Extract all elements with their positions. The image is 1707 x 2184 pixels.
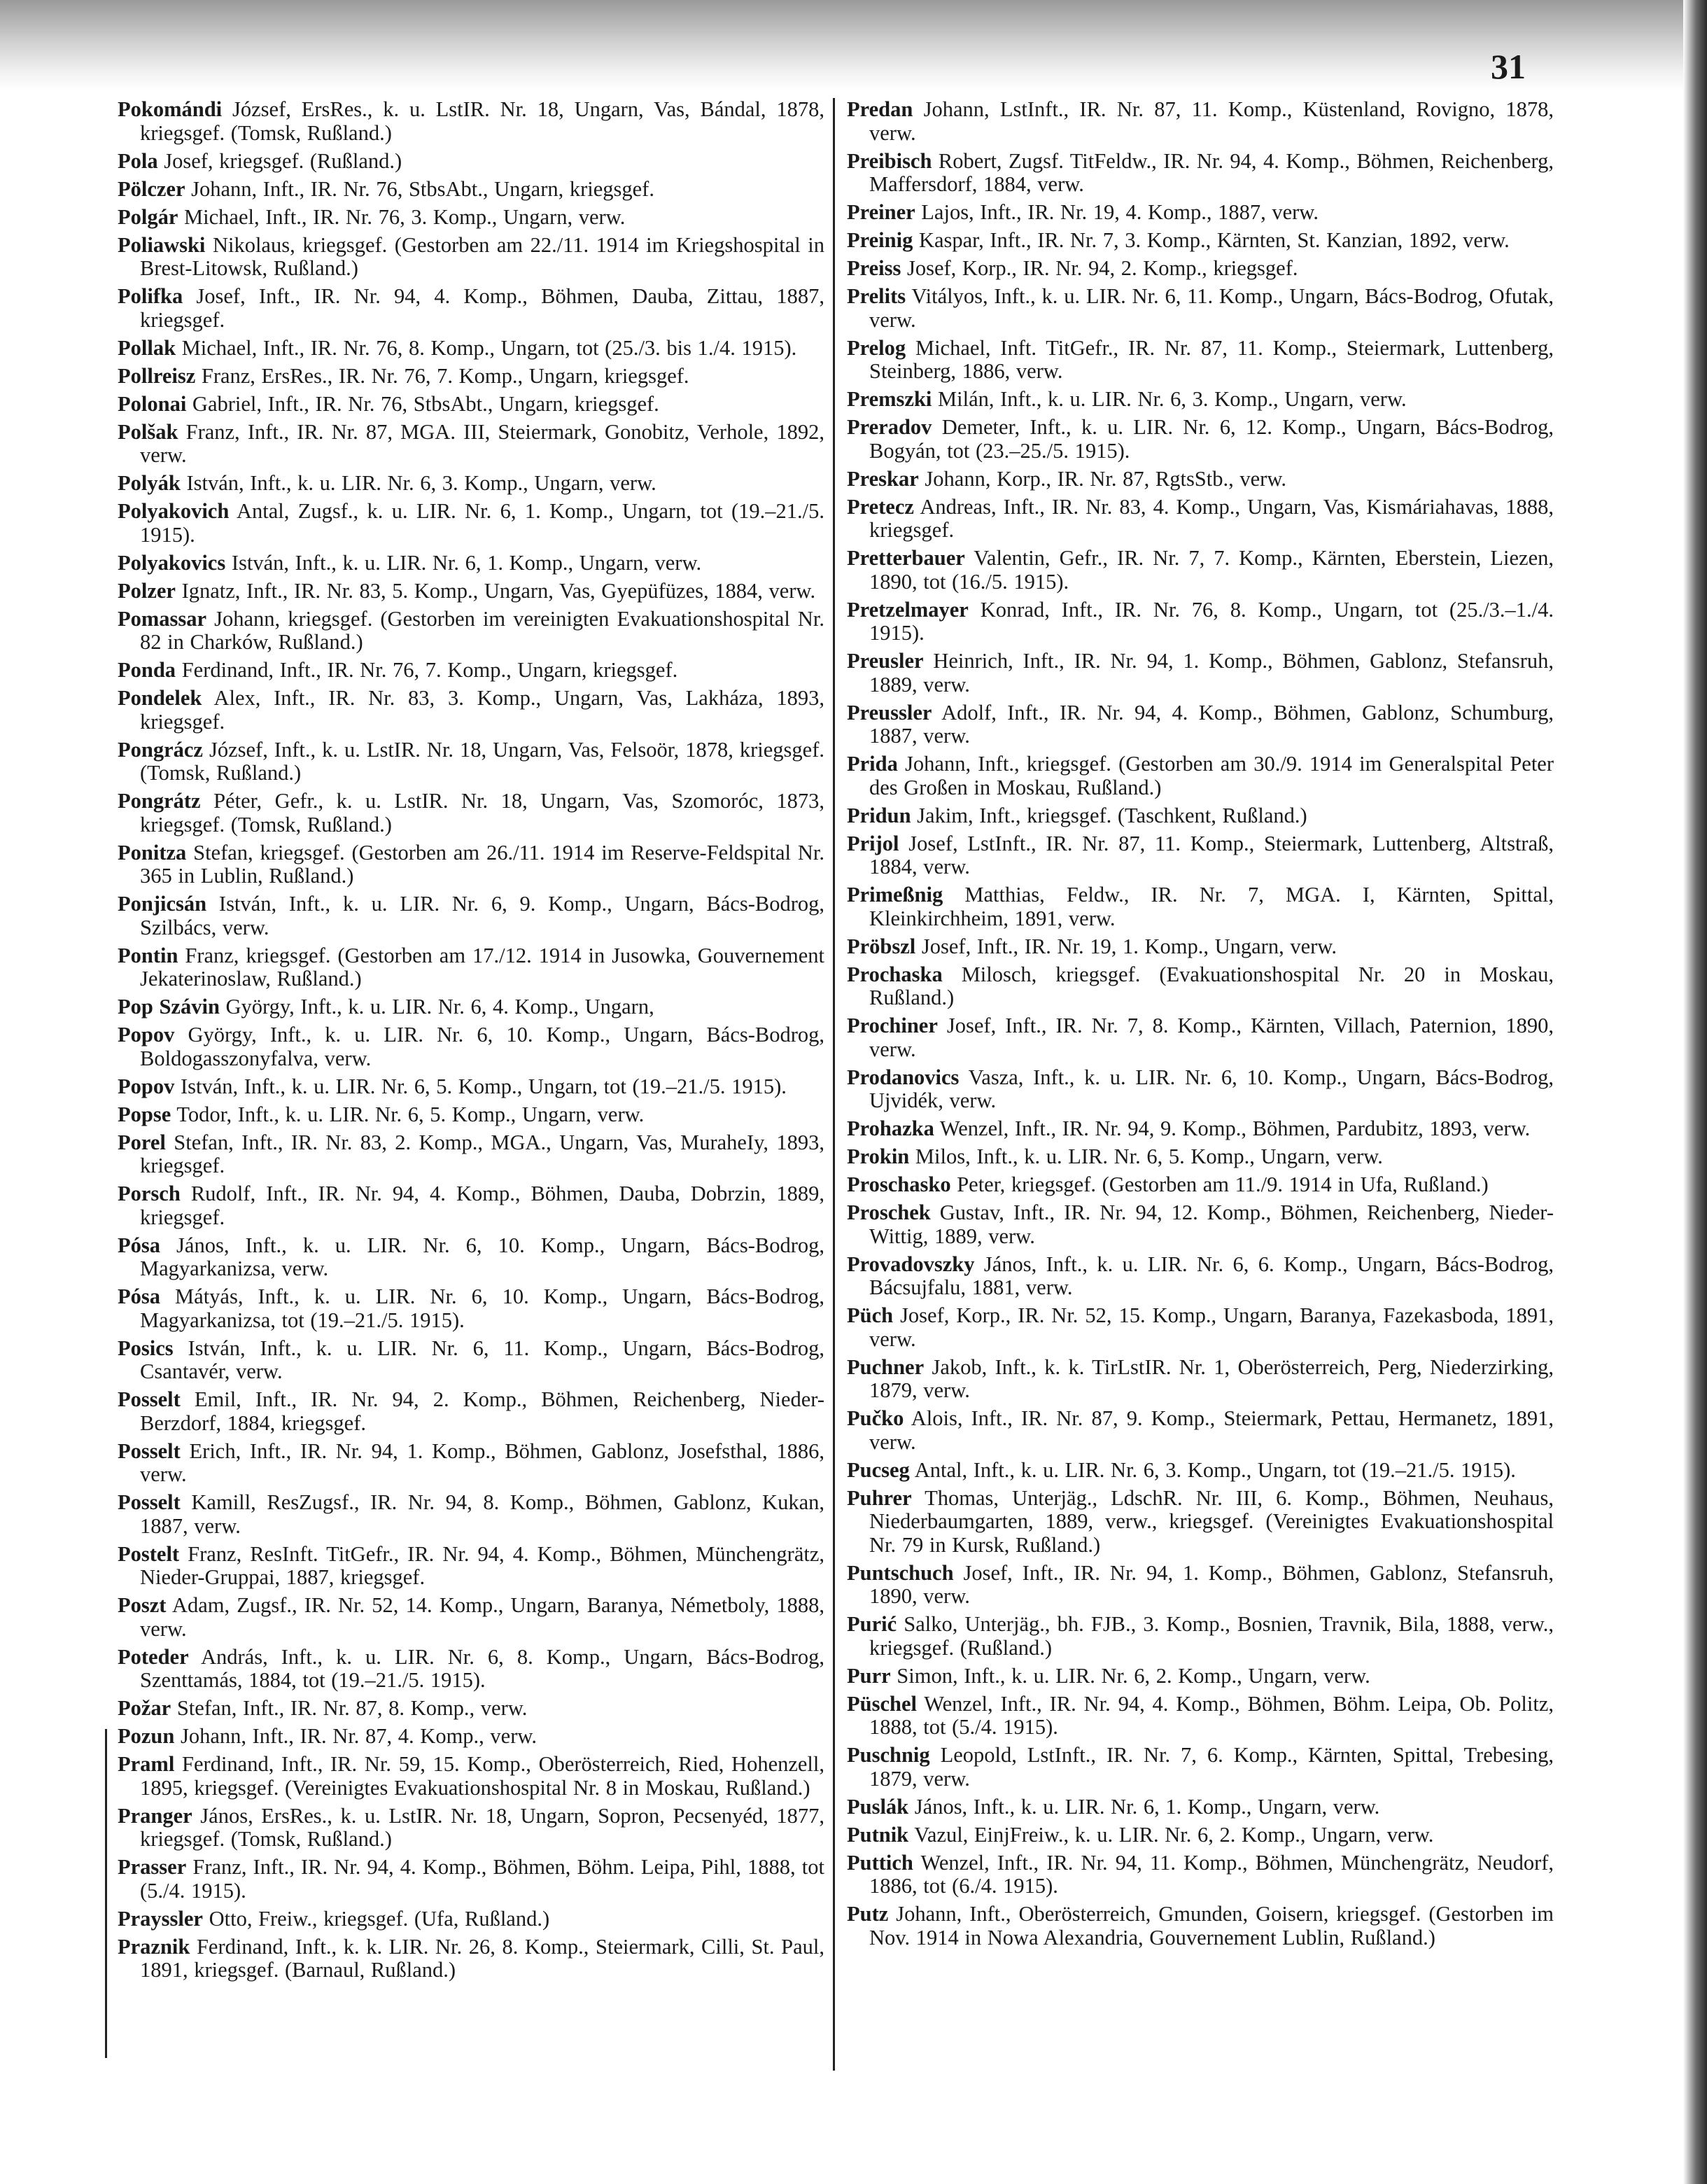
scan-shadow-top [0, 0, 1707, 91]
entry-surname: Putnik [847, 1822, 909, 1847]
entry-details: Michael, Inft. TitGefr., IR. Nr. 87, 11. Komp., Steiermark, Luttenberg, Steinberg, 1886, verw. [869, 335, 1554, 383]
entry-details: Johann, Inft., IR. Nr. 76, StbsAbt., Ungarn, kriegsgef. [191, 176, 654, 201]
entry-details: Konrad, Inft., IR. Nr. 76, 8. Komp., Ungarn, tot (25./3.–1./4. 1915). [869, 597, 1554, 645]
entry-details: Nikolaus, kriegsgef. (Gestorben am 22./11. 1914 im Kriegshospital in Brest-Litowsk, Rußland.) [140, 232, 825, 280]
list-entry [847, 416, 1554, 463]
entry-surname: Prijol [847, 831, 899, 855]
entry-details: Milos, Inft., k. u. LIR. Nr. 6, 5. Komp., Ungarn, verw. [915, 1144, 1383, 1168]
entry-details: Gabriel, Inft., IR. Nr. 76, StbsAbt., Ungarn, kriegsgef. [192, 391, 659, 416]
entry-surname: Praznik [118, 1934, 190, 1959]
entry-surname: Pósa [118, 1284, 160, 1308]
list-entry [847, 496, 1554, 542]
entry-details: Lajos, Inft., IR. Nr. 19, 4. Komp., 1887, verw. [921, 200, 1319, 224]
entry-surname: Prasser [118, 1855, 187, 1879]
list-entry [118, 1856, 824, 1903]
entry-surname: Pröbszl [847, 934, 916, 958]
entry-surname: Praml [118, 1752, 175, 1776]
list-entry [847, 1304, 1554, 1351]
entry-details: Adam, Zugsf., IR. Nr. 52, 14. Komp., Ungarn, Baranya, Németboly, 1888, verw. [140, 1593, 824, 1641]
list-entry [847, 1014, 1554, 1061]
entry-surname: Polyák [118, 471, 181, 495]
entry-details: Josef, Inft., IR. Nr. 19, 1. Komp., Ungarn, verw. [921, 934, 1337, 958]
list-entry [118, 580, 824, 603]
entry-surname: Preiner [847, 200, 915, 224]
entry-details: Otto, Freiw., kriegsgef. (Ufa, Rußland.) [209, 1906, 550, 1931]
entry-surname: Pongrácz [118, 737, 203, 762]
entry-surname: Poszt [118, 1593, 167, 1617]
list-entry [118, 1491, 824, 1538]
entry-surname: Primeßnig [847, 883, 943, 906]
entry-details: Ferdinand, Inft., k. k. LIR. Nr. 26, 8. Komp., Steiermark, Cilli, St. Paul, 1891, kriegsgef. (Barnaul, Rußland.) [140, 1934, 824, 1982]
entry-surname: Pokomándi [118, 97, 223, 121]
entry-details: Alex, Inft., IR. Nr. 83, 3. Komp., Ungarn, Vas, Lakháza, 1893, kriegsgef. [140, 686, 824, 734]
entry-surname: Pop Szávin [118, 995, 220, 1018]
entry-surname: Puchner [847, 1354, 925, 1379]
list-entry [118, 1725, 824, 1749]
entry-surname: Preradov [847, 415, 932, 439]
entry-surname: Ponjicsán [118, 892, 207, 916]
entry-surname: Pretzelmayer [847, 597, 969, 622]
entry-details: Antal, Inft., k. u. LIR. Nr. 6, 3. Komp., Ungarn, tot (19.–21./5. 1915). [914, 1457, 1516, 1482]
entry-surname: Pretecz [847, 494, 914, 519]
list-entry [118, 552, 824, 575]
entry-surname: Prodanovics [847, 1065, 960, 1089]
entry-details: Mátyás, Inft., k. u. LIR. Nr. 6, 10. Komp., Ungarn, Bács-Bodrog, Magyarkanizsa, tot (19.–21./5. 1915). [140, 1284, 824, 1332]
right-column [847, 98, 1554, 1954]
entry-surname: Pollak [118, 335, 176, 360]
entry-details: Stefan, kriegsgef. (Gestorben am 26./11. 1914 im Reserve-Feldspital Nr. 365 in Lublin, Rußland.) [140, 840, 824, 888]
entry-details: Simon, Inft., k. u. LIR. Nr. 6, 2. Komp., Ungarn, verw. [897, 1663, 1370, 1688]
entry-surname: Prelits [847, 284, 906, 308]
entry-surname: Pölczer [118, 176, 185, 201]
list-entry [118, 472, 824, 496]
entry-surname: Polšak [118, 419, 178, 444]
entry-details: Franz, Inft., IR. Nr. 87, MGA. III, Steiermark, Gonobitz, Verhole, 1892, verw. [140, 419, 825, 467]
scan-shadow-right [1683, 0, 1707, 2184]
list-entry [847, 1744, 1554, 1791]
entry-details: Ignatz, Inft., IR. Nr. 83, 5. Komp., Ungarn, Vas, Gyepüfüzes, 1884, verw. [181, 578, 816, 603]
entry-details: István, Inft., k. u. LIR. Nr. 6, 3. Komp., Ungarn, verw. [186, 471, 656, 495]
entry-surname: Preiss [847, 256, 901, 280]
entry-details: Robert, Zugsf. TitFeldw., IR. Nr. 94, 4. Komp., Böhmen, Reichenberg, Maffersdorf, 1884, verw. [869, 148, 1554, 196]
entry-details: Wenzel, Inft., IR. Nr. 94, 4. Komp., Böhmen, Böhm. Leipa, Ob. Politz, 1888, tot (5./4. 1915). [869, 1691, 1554, 1739]
entry-details: Michael, Inft., IR. Nr. 76, 8. Komp., Ungarn, tot (25./3. bis 1./4. 1915). [181, 335, 797, 360]
list-entry [847, 1117, 1554, 1141]
entry-surname: Pontin [118, 943, 178, 967]
entry-details: Valentin, Gefr., IR. Nr. 7, 7. Komp., Kärnten, Eberstein, Liezen, 1890, tot (16./5. 1915). [869, 546, 1554, 594]
entry-surname: Prochaska [847, 962, 943, 986]
entry-details: Johann, kriegsgef. (Gestorben im vereinigten Evakuationshospital Nr. 82 in Charków, Rußland.) [140, 606, 824, 654]
list-entry [847, 1253, 1554, 1300]
list-entry [847, 752, 1554, 799]
list-entry [118, 790, 824, 836]
entry-surname: Popse [118, 1102, 171, 1126]
entry-details: Josef, LstInft., IR. Nr. 87, 11. Komp., Steiermark, Luttenberg, Altstraß, 1884, verw. [869, 831, 1554, 878]
entry-surname: Polyakovics [118, 550, 226, 575]
entry-surname: Prida [847, 752, 898, 776]
entry-surname: Popov [118, 1074, 175, 1098]
entry-surname: Pucseg [847, 1457, 910, 1482]
entry-surname: Preussler [847, 700, 932, 724]
list-entry [847, 468, 1554, 491]
entry-details: Rudolf, Inft., IR. Nr. 94, 4. Komp., Böhmen, Dauba, Dobrzin, 1889, kriegsgef. [140, 1182, 824, 1229]
entry-surname: Prokin [847, 1144, 910, 1168]
entry-details: Johann, Inft., IR. Nr. 87, 4. Komp., verw. [180, 1724, 538, 1748]
entry-surname: Prochiner [847, 1014, 938, 1037]
list-entry [847, 1201, 1554, 1248]
entry-details: Heinrich, Inft., IR. Nr. 94, 1. Komp., Böhmen, Gablonz, Stefansruh, 1889, verw. [869, 649, 1554, 696]
entry-details: András, Inft., k. u. LIR. Nr. 6, 8. Komp., Ungarn, Bács-Bodrog, Szenttamás, 1884, tot (19.–21./5. 1915). [140, 1644, 825, 1692]
entry-surname: Proschek [847, 1200, 931, 1224]
entry-surname: Popov [118, 1023, 175, 1046]
entry-details: Todor, Inft., k. u. LIR. Nr. 6, 5. Komp., Ungarn, verw. [176, 1102, 645, 1126]
list-entry [118, 150, 824, 174]
list-entry [118, 1697, 824, 1721]
list-entry [847, 150, 1554, 197]
entry-surname: Pollreisz [118, 363, 196, 388]
entry-details: Johann, Inft., kriegsgef. (Gestorben am 30./9. 1914 im Generalspital Peter des Großen in Moskau, Rußland.) [869, 752, 1554, 799]
list-entry [118, 337, 824, 360]
list-entry [847, 1459, 1554, 1483]
list-entry [118, 500, 824, 547]
list-entry [847, 598, 1554, 645]
entry-details: Jakim, Inft., kriegsgef. (Taschkent, Rußland.) [917, 803, 1307, 827]
list-entry [847, 1487, 1554, 1558]
list-entry [118, 393, 824, 416]
entry-details: Johann, LstInft., IR. Nr. 87, 11. Komp., Küstenland, Rovigno, 1878, verw. [869, 97, 1554, 145]
entry-details: Demeter, Inft., k. u. LIR. Nr. 6, 12. Komp., Ungarn, Bács-Bodrog, Bogyán, tot (23.–25./5. 1915). [869, 415, 1554, 463]
entry-details: István, Inft., k. u. LIR. Nr. 6, 11. Komp., Ungarn, Bács-Bodrog, Csantavér, verw. [140, 1336, 824, 1383]
entry-details: János, ErsRes., k. u. LstIR. Nr. 18, Ungarn, Sopron, Pecsenyéd, 1877, kriegsgef. (Tomsk, Rußland.) [140, 1803, 824, 1851]
list-entry [847, 1903, 1554, 1949]
entry-details: Franz, ErsRes., IR. Nr. 76, 7. Komp., Ungarn, kriegsgef. [201, 363, 689, 388]
entry-surname: Provadovszky [847, 1252, 975, 1276]
entry-details: Peter, kriegsgef. (Gestorben am 11./9. 1914 in Ufa, Rußland.) [957, 1172, 1489, 1196]
entry-details: Jakob, Inft., k. k. TirLstIR. Nr. 1, Oberösterreich, Perg, Niederzirking, 1879, verw. [869, 1354, 1554, 1402]
entry-surname: Postelt [118, 1541, 180, 1566]
list-entry [118, 98, 824, 145]
entry-details: Franz, Inft., IR. Nr. 94, 4. Komp., Böhmen, Böhm. Leipa, Pihl, 1888, tot (5./4. 1915). [140, 1855, 824, 1903]
entry-surname: Pranger [118, 1803, 192, 1828]
list-entry [118, 421, 824, 468]
entry-surname: Puhrer [847, 1485, 912, 1510]
entry-details: Josef, Korp., IR. Nr. 94, 2. Komp., kriegsgef. [907, 256, 1298, 280]
entry-surname: Pridun [847, 803, 911, 827]
entry-details: Adolf, Inft., IR. Nr. 94, 4. Komp., Böhmen, Gablonz, Schumburg, 1887, verw. [869, 700, 1554, 748]
entry-surname: Pósa [118, 1233, 160, 1257]
list-entry [118, 1234, 824, 1281]
entry-surname: Pučko [847, 1406, 904, 1430]
list-entry [847, 701, 1554, 748]
entry-details: Milosch, kriegsgef. (Evakuationshospital Nr. 20 in Moskau, Rußland.) [869, 962, 1554, 1009]
list-entry [847, 935, 1554, 959]
entry-details: Matthias, Feldw., IR. Nr. 7, MGA. I, Kärnten, Spittal, Kleinkirchheim, 1891, verw. [869, 883, 1554, 930]
entry-details: Erich, Inft., IR. Nr. 94, 1. Komp., Böhmen, Gablonz, Josefsthal, 1886, verw. [140, 1438, 824, 1486]
entry-surname: Pomassar [118, 606, 207, 631]
list-entry [847, 804, 1554, 828]
list-entry [118, 1935, 824, 1982]
entry-details: Vazul, EinjFreiw., k. u. LIR. Nr. 6, 2. Komp., Ungarn, verw. [914, 1822, 1434, 1847]
entry-details: Antal, Zugsf., k. u. LIR. Nr. 6, 1. Komp., Ungarn, tot (19.–21./5. 1915). [140, 499, 824, 547]
list-entry [118, 178, 824, 202]
entry-surname: Porsch [118, 1182, 181, 1205]
entry-surname: Prohazka [847, 1116, 934, 1140]
entry-details: Alois, Inft., IR. Nr. 87, 9. Komp., Steiermark, Pettau, Hermanetz, 1891, verw. [869, 1406, 1554, 1454]
entry-surname: Predan [847, 97, 913, 121]
entry-surname: Polonai [118, 391, 187, 416]
list-entry [118, 1543, 824, 1590]
entry-details: Salko, Unterjäg., bh. FJB., 3. Komp., Bosnien, Travnik, Bila, 1888, verw., kriegsgef. (Rußland.) [869, 1612, 1554, 1660]
entry-details: Stefan, Inft., IR. Nr. 87, 8. Komp., verw. [176, 1696, 528, 1720]
entry-details: Stefan, Inft., IR. Nr. 83, 2. Komp., MGA., Ungarn, Vas, MuraheIy, 1893, kriegsgef. [140, 1130, 824, 1177]
entry-details: Josef, Inft., IR. Nr. 94, 4. Komp., Böhmen, Dauba, Zittau, 1887, kriegsgef. [140, 284, 825, 332]
list-entry [118, 1285, 824, 1332]
list-entry [118, 1646, 824, 1693]
list-entry [118, 841, 824, 888]
entry-surname: Premszki [847, 387, 932, 411]
entry-details: Josef, Korp., IR. Nr. 52, 15. Komp., Ungarn, Baranya, Fazekasboda, 1891, verw. [869, 1303, 1554, 1351]
entry-details: József, ErsRes., k. u. LstIR. Nr. 18, Ungarn, Vas, Bándal, 1878, kriegsgef. (Tomsk, Rußland.) [140, 97, 825, 145]
list-entry [118, 659, 824, 682]
entry-details: Michael, Inft., IR. Nr. 76, 3. Komp., Ungarn, verw. [184, 204, 626, 229]
entry-details: Josef, Inft., IR. Nr. 7, 8. Komp., Kärnten, Villach, Paternion, 1890, verw. [869, 1014, 1554, 1061]
entry-details: Emil, Inft., IR. Nr. 94, 2. Komp., Böhmen, Reichenberg, Nieder-Berzdorf, 1884, kriegsgef. [140, 1387, 825, 1435]
entry-surname: Porel [118, 1130, 166, 1154]
entry-surname: Preibisch [847, 148, 932, 173]
entry-details: Josef, kriegsgef. (Rußland.) [164, 148, 402, 173]
entry-details: Gustav, Inft., IR. Nr. 94, 12. Komp., Böhmen, Reichenberg, Nieder-Wittig, 1889, verw. [869, 1200, 1554, 1248]
column-divider [833, 98, 835, 2071]
list-entry [118, 892, 824, 939]
list-entry [847, 337, 1554, 384]
list-entry [847, 388, 1554, 412]
entry-surname: Pola [118, 148, 158, 173]
entry-surname: Polyakovich [118, 499, 230, 523]
list-entry [847, 1823, 1554, 1847]
list-entry [847, 285, 1554, 332]
entry-surname: Puschnig [847, 1743, 930, 1767]
list-entry [847, 883, 1554, 930]
entry-details: István, Inft., k. u. LIR. Nr. 6, 9. Komp., Ungarn, Bács-Bodrog, Szilbács, verw. [140, 892, 824, 939]
entry-details: István, Inft., k. u. LIR. Nr. 6, 5. Komp., Ungarn, tot (19.–21./5. 1915). [180, 1074, 787, 1098]
list-entry [118, 1075, 824, 1099]
list-entry [847, 1562, 1554, 1609]
list-entry [118, 234, 824, 281]
list-entry [847, 1851, 1554, 1898]
entry-surname: Prayssler [118, 1906, 203, 1931]
list-entry [118, 365, 824, 388]
list-entry [847, 1693, 1554, 1740]
entry-surname: Posselt [118, 1387, 181, 1411]
entry-surname: Puttich [847, 1850, 913, 1875]
list-entry [847, 1665, 1554, 1688]
entry-details: Franz, kriegsgef. (Gestorben am 17./12. 1914 in Jusowka, Gouvernement Jekaterinoslaw, Rußland.) [140, 943, 825, 990]
page-number: 31 [1491, 47, 1526, 86]
margin-rule [105, 1729, 107, 2058]
list-entry [118, 1023, 824, 1070]
entry-surname: Purr [847, 1663, 891, 1688]
entry-details: Vasza, Inft., k. u. LIR. Nr. 6, 10. Komp., Ungarn, Bács-Bodrog, Ujvidék, verw. [869, 1065, 1554, 1112]
entry-details: Josef, Inft., IR. Nr. 94, 1. Komp., Böhmen, Gablonz, Stefansruh, 1890, verw. [869, 1560, 1554, 1608]
list-entry [118, 1131, 824, 1178]
entry-details: Johann, Inft., Oberösterreich, Gmunden, Goisern, kriegsgef. (Gestorben im Nov. 1914 in Nowa Alexandria, Gouvernement Lublin, Rußland.) [869, 1902, 1554, 1949]
list-entry [847, 1173, 1554, 1197]
list-entry [847, 98, 1554, 145]
list-entry [118, 687, 824, 734]
list-entry [118, 1182, 824, 1229]
list-entry [847, 1145, 1554, 1169]
entry-surname: Proschasko [847, 1172, 951, 1196]
entry-surname: Preusler [847, 649, 924, 673]
entry-surname: Požar [118, 1696, 171, 1720]
entry-surname: Poteder [118, 1644, 189, 1669]
entry-surname: Prelog [847, 335, 906, 360]
list-entry [847, 547, 1554, 594]
entry-surname: Polifka [118, 284, 183, 308]
entry-details: Kaspar, Inft., IR. Nr. 7, 3. Komp., Kärnten, St. Kanzian, 1892, verw. [918, 228, 1510, 252]
entry-details: Andreas, Inft., IR. Nr. 83, 4. Komp., Ungarn, Vas, Kismáriahavas, 1888, kriegsgef. [869, 494, 1554, 542]
list-entry [847, 832, 1554, 879]
list-entry [118, 944, 824, 991]
entry-surname: Preskar [847, 466, 919, 491]
entry-details: Ferdinand, Inft., IR. Nr. 76, 7. Komp., Ungarn, kriegsgef. [181, 658, 678, 682]
entry-surname: Puntschuch [847, 1560, 954, 1585]
entry-details: Franz, ResInft. TitGefr., IR. Nr. 94, 4. Komp., Böhmen, Münchengrätz, Nieder-Gruppai, 1887, kriegsgef. [140, 1541, 825, 1589]
entry-surname: Purić [847, 1612, 897, 1636]
list-entry [118, 995, 824, 1019]
entry-surname: Ponda [118, 658, 176, 682]
list-entry [118, 1594, 824, 1641]
entry-details: Leopold, LstInft., IR. Nr. 7, 6. Komp., Kärnten, Spittal, Trebesing, 1879, verw. [869, 1743, 1554, 1791]
list-entry [118, 1753, 824, 1800]
entry-surname: Puslák [847, 1794, 909, 1819]
entry-details: Johann, Korp., IR. Nr. 87, RgtsStb., verw. [925, 466, 1286, 491]
list-entry [118, 206, 824, 230]
entry-details: József, Inft., k. u. LstIR. Nr. 18, Ungarn, Vas, Felsoör, 1878, kriegsgef. (Tomsk, Rußland.) [140, 737, 824, 785]
entry-surname: Putz [847, 1902, 889, 1926]
list-entry [118, 1103, 824, 1127]
list-entry [847, 1066, 1554, 1113]
entry-details: Milán, Inft., k. u. LIR. Nr. 6, 3. Komp., Ungarn, verw. [938, 387, 1407, 411]
list-entry [118, 608, 824, 654]
entry-details: István, Inft., k. u. LIR. Nr. 6, 1. Komp., Ungarn, verw. [231, 550, 702, 575]
entry-surname: Pozun [118, 1724, 175, 1748]
list-entry [847, 1356, 1554, 1403]
entry-surname: Preinig [847, 228, 913, 252]
entry-details: Péter, Gefr., k. u. LstIR. Nr. 18, Ungarn, Vas, Szomoróc, 1873, kriegsgef. (Tomsk, Rußland.) [140, 789, 824, 836]
entry-surname: Posselt [118, 1438, 181, 1463]
list-entry [118, 285, 824, 332]
list-entry [847, 963, 1554, 1010]
list-entry [847, 1795, 1554, 1819]
entry-details: György, Inft., k. u. LIR. Nr. 6, 4. Komp., Ungarn, [225, 995, 654, 1018]
entry-details: Kamill, ResZugsf., IR. Nr. 94, 8. Komp., Böhmen, Gablonz, Kukan, 1887, verw. [140, 1490, 824, 1538]
list-entry [118, 1440, 824, 1487]
list-entry [847, 650, 1554, 696]
list-entry [118, 1388, 824, 1435]
list-entry [847, 1613, 1554, 1660]
list-entry [847, 1407, 1554, 1454]
entry-surname: Püch [847, 1303, 894, 1327]
entry-details: Wenzel, Inft., IR. Nr. 94, 11. Komp., Böhmen, Münchengrätz, Neudorf, 1886, tot (6./4. 1915). [869, 1850, 1554, 1898]
list-entry [118, 738, 824, 785]
entry-details: Thomas, Unterjäg., LdschR. Nr. III, 6. Komp., Böhmen, Neuhaus, Niederbaumgarten, 1889, verw., kriegsgef. (Vereinigtes Evakuationshospital Nr. 79 in Kursk, Rußland.) [869, 1485, 1554, 1557]
entry-details: György, Inft., k. u. LIR. Nr. 6, 10. Komp., Ungarn, Bács-Bodrog, Boldogasszonyfalva, verw. [140, 1023, 825, 1070]
entry-surname: Pondelek [118, 686, 202, 710]
entry-details: János, Inft., k. u. LIR. Nr. 6, 1. Komp., Ungarn, verw. [914, 1794, 1380, 1819]
entry-details: Ferdinand, Inft., IR. Nr. 59, 15. Komp., Oberösterreich, Ried, Hohenzell, 1895, kriegsgef. (Vereinigtes Evakuationshospital Nr. 8 in Moskau, Rußland.) [140, 1752, 825, 1800]
entry-surname: Pongrátz [118, 789, 201, 813]
list-entry [847, 201, 1554, 225]
list-entry [847, 257, 1554, 281]
entry-details: János, Inft., k. u. LIR. Nr. 6, 10. Komp., Ungarn, Bács-Bodrog, Magyarkanizsa, verw. [140, 1233, 824, 1280]
left-column [118, 98, 824, 1987]
entry-surname: Posics [118, 1336, 174, 1360]
entry-surname: Polgár [118, 204, 178, 229]
list-entry [118, 1337, 824, 1384]
entry-surname: Pretterbauer [847, 546, 965, 570]
list-entry [118, 1805, 824, 1851]
entry-surname: Posselt [118, 1490, 181, 1514]
entry-surname: Polzer [118, 578, 176, 603]
entry-details: János, Inft., k. u. LIR. Nr. 6, 6. Komp., Ungarn, Bács-Bodrog, Bácsujfalu, 1881, verw. [869, 1252, 1554, 1299]
entry-surname: Ponitza [118, 840, 187, 864]
entry-surname: Poliawski [118, 232, 206, 257]
entry-details: Wenzel, Inft., IR. Nr. 94, 9. Komp., Böhmen, Pardubitz, 1893, verw. [939, 1116, 1531, 1140]
list-entry [118, 1907, 824, 1931]
entry-surname: Püschel [847, 1691, 917, 1716]
entry-details: Vitályos, Inft., k. u. LIR. Nr. 6, 11. Komp., Ungarn, Bács-Bodrog, Ofutak, verw. [869, 284, 1554, 332]
list-entry [847, 229, 1554, 253]
